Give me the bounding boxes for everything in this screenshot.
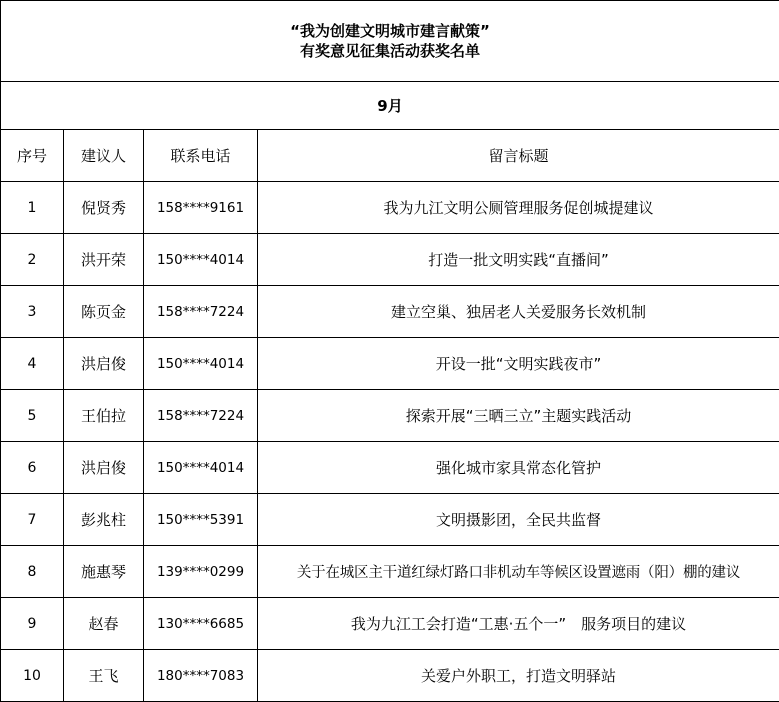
row-name: 施惠琴 <box>64 546 144 598</box>
row-no: 3 <box>1 286 64 338</box>
row-name: 彭兆柱 <box>64 494 144 546</box>
row-name: 陈页金 <box>64 286 144 338</box>
row-no: 4 <box>1 338 64 390</box>
table-row <box>1 390 779 442</box>
title-line-1: “我为创建文明城市建言献策” <box>1 21 779 41</box>
row-no: 2 <box>1 234 64 286</box>
table-row <box>1 338 779 390</box>
row-name: 洪启俊 <box>64 442 144 494</box>
table-row <box>1 286 779 338</box>
col-header-title: 留言标题 <box>258 130 779 182</box>
row-phone: 180****7083 <box>144 650 258 702</box>
row-no: 9 <box>1 598 64 650</box>
row-no: 1 <box>1 182 64 234</box>
row-no: 5 <box>1 390 64 442</box>
row-phone: 139****0299 <box>144 546 258 598</box>
row-phone: 150****4014 <box>144 234 258 286</box>
row-name: 洪开荣 <box>64 234 144 286</box>
row-phone: 150****4014 <box>144 442 258 494</box>
row-title: 我为九江工会打造“工惠·五个一” 服务项目的建议 <box>258 598 779 650</box>
row-phone: 130****6685 <box>144 598 258 650</box>
row-title: 建立空巢、独居老人关爱服务长效机制 <box>258 286 779 338</box>
row-title: 文明摄影团，全民共监督 <box>258 494 779 546</box>
row-no: 7 <box>1 494 64 546</box>
row-name: 王伯拉 <box>64 390 144 442</box>
row-title: 关爱户外职工，打造文明驿站 <box>258 650 779 702</box>
table-row <box>1 234 779 286</box>
table-row <box>1 598 779 650</box>
row-no: 10 <box>1 650 64 702</box>
row-title: 强化城市家具常态化管护 <box>258 442 779 494</box>
row-name: 王飞 <box>64 650 144 702</box>
month-label: 9月 <box>1 82 779 130</box>
row-phone: 158****9161 <box>144 182 258 234</box>
row-title: 探索开展“三晒三立”主题实践活动 <box>258 390 779 442</box>
col-header-phone: 联系电话 <box>144 130 258 182</box>
table-row <box>1 546 779 598</box>
row-phone: 158****7224 <box>144 390 258 442</box>
row-name: 倪贤秀 <box>64 182 144 234</box>
row-name: 赵春 <box>64 598 144 650</box>
row-title: 开设一批“文明实践夜市” <box>258 338 779 390</box>
header-row <box>1 130 779 182</box>
table-row <box>1 442 779 494</box>
row-title: 我为九江文明公厕管理服务促创城提建议 <box>258 182 779 234</box>
row-title: 关于在城区主干道红绿灯路口非机动车等候区设置遮雨（阳）棚的建议 <box>258 546 779 598</box>
table-row <box>1 494 779 546</box>
row-phone: 158****7224 <box>144 286 258 338</box>
row-phone: 150****4014 <box>144 338 258 390</box>
title-line-2: 有奖意见征集活动获奖名单 <box>1 41 779 61</box>
row-name: 洪启俊 <box>64 338 144 390</box>
col-header-name: 建议人 <box>64 130 144 182</box>
row-no: 6 <box>1 442 64 494</box>
table-row <box>1 182 779 234</box>
row-title: 打造一批文明实践“直播间” <box>258 234 779 286</box>
table-row <box>1 650 779 702</box>
table-title <box>1 1 779 82</box>
row-no: 8 <box>1 546 64 598</box>
col-header-no: 序号 <box>1 130 64 182</box>
row-phone: 150****5391 <box>144 494 258 546</box>
